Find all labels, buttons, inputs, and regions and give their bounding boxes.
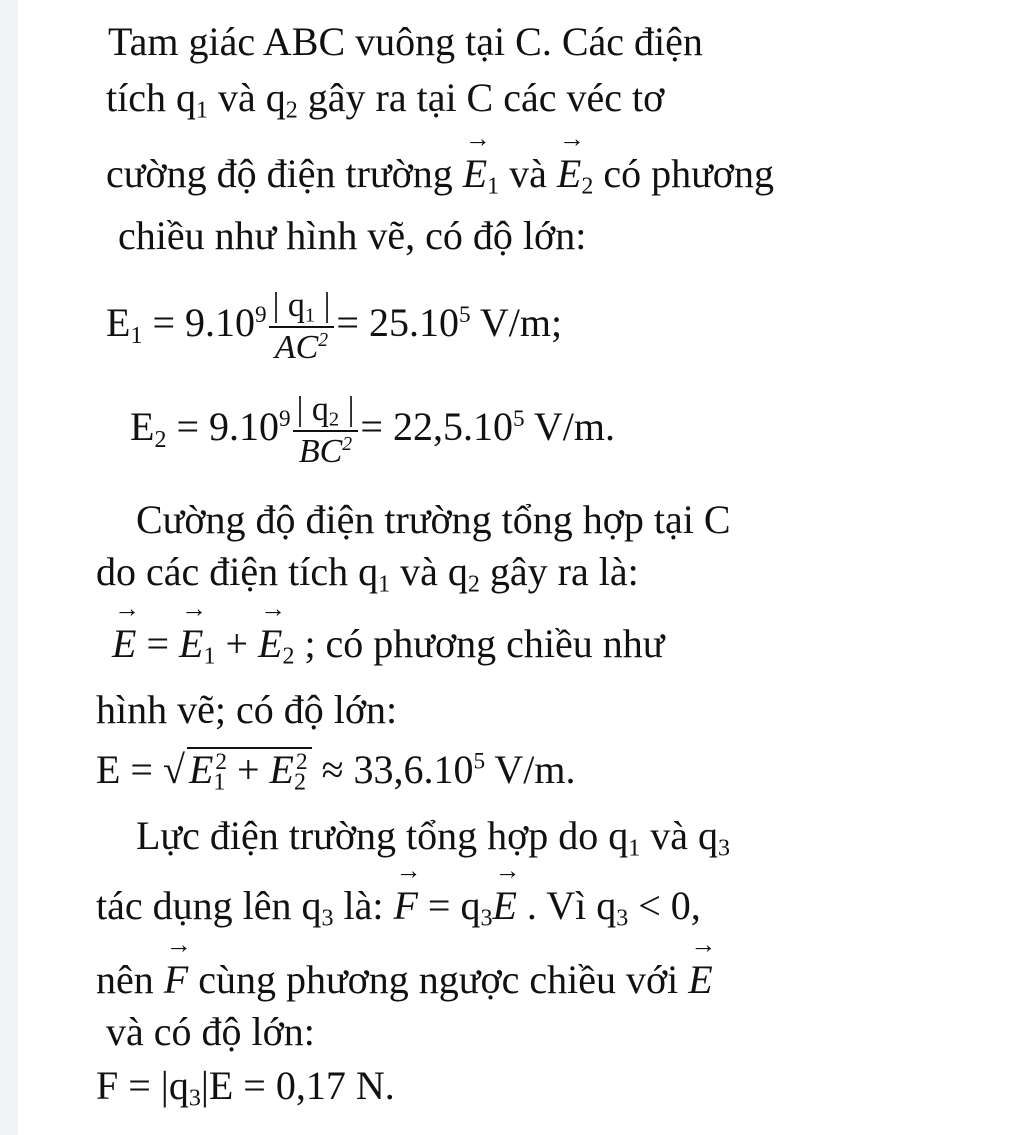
para2-vector-sum: → E = → $E_1$ + → $E_2$ ; có phương chiều như bbox=[112, 620, 664, 668]
para2-line2: do các điện tích $q_1$ và $q_2$ gây ra là: bbox=[96, 549, 639, 598]
document-page bbox=[18, 0, 1024, 1135]
sqrt-body: $E_1^2 + E_2^2$ bbox=[187, 747, 312, 791]
vector-e: → E bbox=[688, 956, 712, 1004]
para1-line3: cường độ điện trường → $E_1$ và → $E_2$ có phương bbox=[106, 150, 774, 198]
para1-line1: Tam giác ABC vuông tại C. Các điện bbox=[108, 19, 703, 64]
para1-line4: chiều như hình vẽ, có độ lớn: bbox=[118, 213, 587, 258]
fraction-q2-bc: $\frac{| q_2 |}{BC^2}$ bbox=[293, 390, 359, 472]
equation-e-total: E = √ $E_1^2 + E_2^2 \approx 33,6.10^5$ V/m. bbox=[96, 747, 576, 796]
para3-line2: tác dụng lên $q_3$ là: → $F = q_3\to E$ . Vì $q_3 < 0$, bbox=[96, 882, 701, 930]
vector-e2: → $E_2$ bbox=[557, 150, 593, 198]
para3-line3: nên → F cùng phương ngược chiều với → E bbox=[96, 956, 713, 1004]
vector-f: → F bbox=[393, 882, 417, 930]
para3-line1: Lực điện trường tổng hợp do $q_1$ và $q_3$ bbox=[136, 813, 731, 862]
fraction-q1-ac: $\frac{| q_1 |}{AC^2}$ bbox=[269, 286, 335, 368]
para3-line4: và có độ lớn: bbox=[106, 1009, 315, 1054]
vector-e: → E bbox=[492, 882, 516, 930]
vector-e1: → $E_1$ bbox=[179, 620, 215, 668]
para1-line2: tích $q_1$ và $q_2$ gây ra tại C các véc tơ bbox=[106, 75, 665, 124]
para2-line4: hình vẽ; có độ lớn: bbox=[96, 687, 398, 732]
equation-e2: $E_2 = 9.10^9$ $\frac{| q_2 |}{BC^2}$ = $22,5.10^5$ V/m. bbox=[130, 391, 615, 470]
para2-line1: Cường độ điện trường tổng hợp tại C bbox=[136, 497, 731, 542]
equation-force: $F = |q_3|E = 0,17$ N. bbox=[96, 1063, 395, 1112]
vector-f: → F bbox=[164, 956, 188, 1004]
equation-e1: $E_1 = 9.10^9$ $\frac{| q_1 |}{AC^2}$ = $25.10^5$ V/m; bbox=[106, 287, 563, 366]
vector-e2: → $E_2$ bbox=[258, 620, 294, 668]
vector-e: → E bbox=[112, 620, 136, 668]
vector-e1: → $E_1$ bbox=[463, 150, 499, 198]
sqrt-sign: √ bbox=[163, 747, 185, 792]
